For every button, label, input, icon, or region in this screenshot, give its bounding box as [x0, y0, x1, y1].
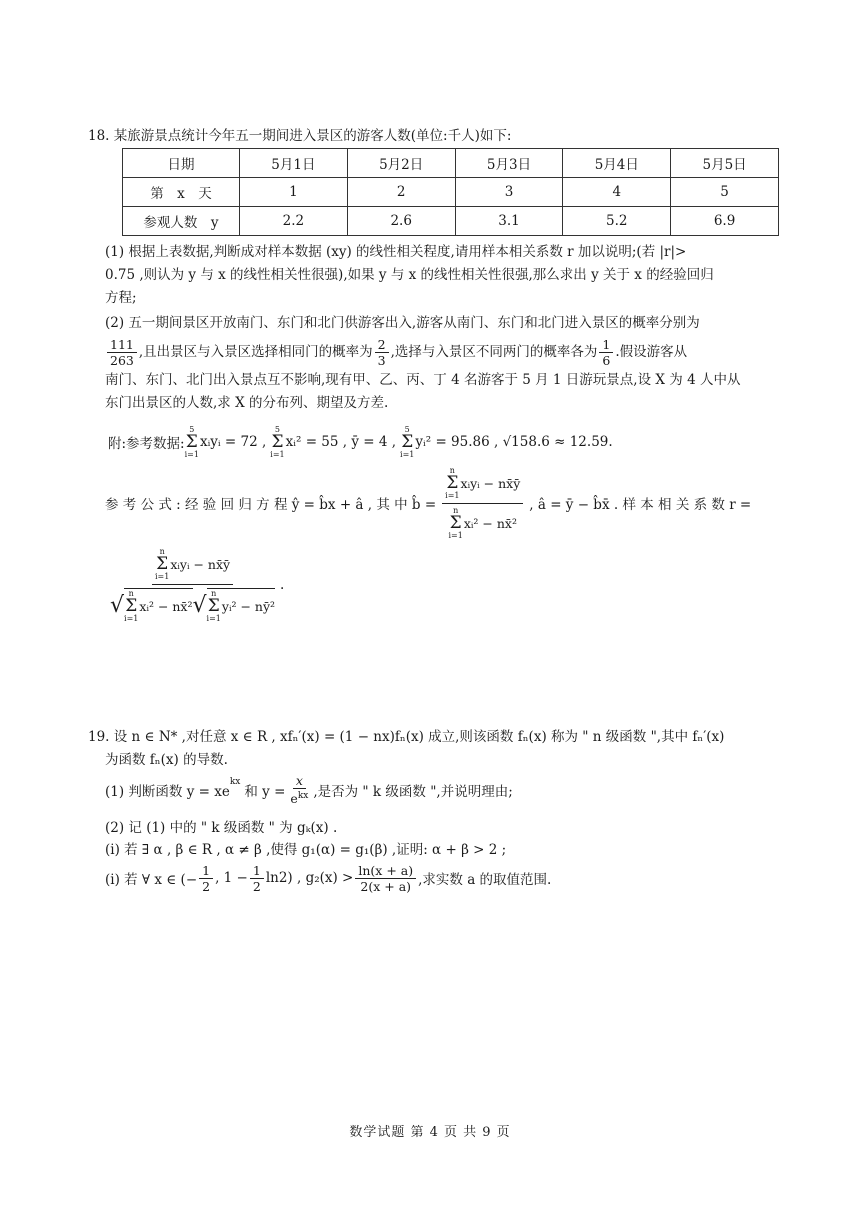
q19-part2: (2) 记 (1) 中的 " k 级函数 " 为 gₖ(x) .: [105, 820, 338, 836]
table-cell: 5月1日: [240, 149, 348, 178]
fraction: $\frac{1}{2}$: [199, 863, 213, 894]
reference-formula: 参 考 公 式 : 经 验 回 归 方 程 ŷ = b̂x + â , 其 中 b̂ = n Σ i=1 xᵢyᵢ − nx̄ȳ n Σ i=1 xᵢ² − nx̄² , â = ȳ − b̂x̄ . 样 本 相 关 系 数 r =: [105, 465, 752, 540]
table-cell: 2.6: [347, 207, 455, 236]
correlation-formula: n Σ i=1 xᵢyᵢ − nx̄ȳ √ n Σ i=1 xᵢ² − nx̄² √ n Σ i=1 yᵢ² − nȳ² .: [105, 544, 284, 626]
table-cell: 5月2日: [347, 149, 455, 178]
table-cell: 2: [347, 178, 455, 207]
q19-part2-ii: (i) 若 ∀ x ∈ (− $\frac{1}{2}$ , 1 − $\frac{1}{2}$ ln2) , g₂(x) > $\frac{\ln(x + a)}{2(x + a)}$ ,求实数 a 的取值范围.: [105, 862, 552, 894]
text-line: 方程;: [105, 290, 137, 306]
table-cell: 3: [455, 178, 563, 207]
q18-part2: [105, 312, 781, 415]
fraction: $\frac{1}{6}$: [599, 337, 613, 368]
sum-symbol: 5 Σ i=1: [184, 424, 199, 459]
sum-symbol: 5 Σ i=1: [270, 424, 285, 459]
text-line: (2) 五一期间景区开放南门、东门和北门供游客出入,游客从南门、东门和北门进入景区的概率分别为: [105, 315, 700, 331]
q18-intro: 18. 某旅游景点统计今年五一期间进入景区的游客人数(单位:千人)如下:: [88, 128, 512, 144]
table-cell: 参观人数 y: [123, 207, 240, 236]
table-cell: 5月3日: [455, 149, 563, 178]
table-cell: 5月4日: [563, 149, 671, 178]
fraction-b-hat: n Σ i=1 xᵢyᵢ − nx̄ȳ n Σ i=1 xᵢ² − nx̄²: [442, 466, 523, 541]
table-cell: 6.9: [671, 207, 779, 236]
table-row-day: [123, 178, 779, 207]
text-line: 19. 设 n ∈ N* ,对任意 x ∈ R , xfₙ′(x) = (1 − nx)fₙ(x) 成立,则该函数 fₙ(x) 称为 " n 级函数 ",其中 fₙ′(x): [88, 729, 725, 745]
sum-symbol: 5 Σ i=1: [400, 424, 415, 459]
table-cell: 1: [240, 178, 348, 207]
fraction: $\frac{\ln(x + a)}{2(x + a)}$: [355, 863, 416, 894]
text-line: 为函数 fₙ(x) 的导数.: [105, 752, 228, 768]
text-line: 南门、东门、北门出入景点互不影响,现有甲、乙、丙、丁 4 名游客于 5 月 1 日游玩景点,设 X 为 4 人中从: [105, 372, 741, 388]
table-cell: 5.2: [563, 207, 671, 236]
q19-stem: [88, 726, 780, 772]
fraction: $\frac{1}{2}$: [250, 863, 264, 894]
q19-part1: (1) 判断函数 y = xe $^{kx}$ 和 y = $\frac{x}{e^{kx}}$ ,是否为 " k 级函数 ",并说明理由;: [105, 773, 513, 807]
text-line: 东门出景区的人数,求 X 的分布列、期望及方差.: [105, 395, 389, 411]
table-cell: 5月5日: [671, 149, 779, 178]
table-cell: 3.1: [455, 207, 563, 236]
visitor-table: [122, 148, 779, 236]
table-cell: 日期: [123, 149, 240, 178]
q19-part2-i: (i) 若 ∃ α , β ∈ R , α ≠ β ,使得 g₁(α) = g₁(β) ,证明: α + β > 2 ;: [105, 842, 507, 858]
text-line: 0.75 ,则认为 y 与 x 的线性相关性很强),如果 y 与 x 的线性相关性很强,那么求出 y 关于 x 的经验回归: [105, 267, 714, 283]
fraction: $\frac{2}{3}$: [375, 337, 389, 368]
table-cell: 第 x 天: [123, 178, 240, 207]
page-footer: 数学试题 第 4 页 共 9 页: [349, 1125, 511, 1140]
fraction-r: n Σ i=1 xᵢyᵢ − nx̄ȳ √ n Σ i=1 xᵢ² − nx̄² √ n Σ i=1 yᵢ² − nȳ²: [110, 546, 276, 623]
table-row-header: [123, 149, 779, 178]
text-line: $\frac{111}{263}$ ,且出景区与入景区选择相同门的概率为 $\frac{2}{3}$ ,选择与入景区不同两门的概率各为 $\frac{1}{6}$ .假设游客从: [105, 335, 781, 369]
reference-data: 附:参考数据: 5 Σ i=1 xᵢyᵢ = 72 , 5 Σ i=1 xᵢ² = 55 , ȳ = 4 , 5 Σ i=1 yᵢ² = 95.86 , √158.6 ≈ 12.59.: [108, 424, 613, 459]
table-cell: 4: [563, 178, 671, 207]
table-cell: 2.2: [240, 207, 348, 236]
table-row-people: [123, 207, 779, 236]
fraction: $\frac{111}{263}$: [107, 337, 137, 368]
fraction: $\frac{x}{e^{kx}}$: [290, 773, 309, 807]
q18-part1: [105, 241, 781, 310]
table-cell: 5: [671, 178, 779, 207]
text-line: (1) 根据上表数据,判断成对样本数据 (xy) 的线性相关程度,请用样本相关系数 r 加以说明;(若 |r|>: [105, 244, 687, 260]
